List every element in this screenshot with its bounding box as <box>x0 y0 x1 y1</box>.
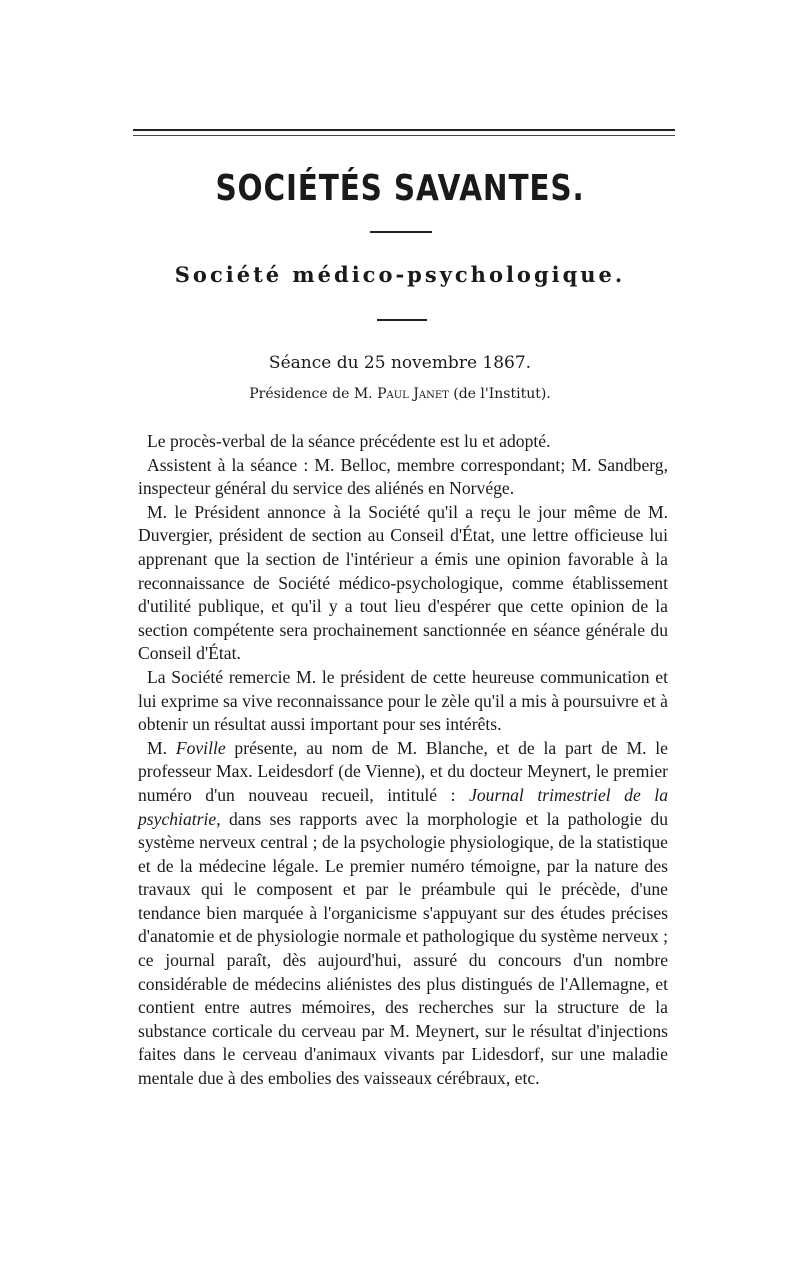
p5-text-1: M. <box>147 737 176 758</box>
section-title: SOCIÉTÉS SAVANTES. <box>215 168 585 209</box>
meeting-date: Séance du 25 novembre 1867. <box>268 353 532 373</box>
meeting-presidency <box>0 386 800 402</box>
paragraph-thanks: La Société remercie M. le président de cette heureuse communication et lui exprime sa vive reconnaissance pour le zèle qu'il a mis à poursuivre et à obtenir un résultat aussi important pour ses intérêts. <box>138 666 668 735</box>
paragraph-minutes: Le procès-verbal de la séance précédente est lu et adopté. <box>147 431 551 451</box>
p5-text-2: présente, au nom de M. Blanche, et de la part de M. le professeur Max. Leidesdorf (de Vienne), et du docteur Meynert, le premier numéro d'un nouveau recueil, intitulé : <box>138 737 668 805</box>
title-divider <box>370 231 432 233</box>
paragraph-announcement: M. le Président annonce à la Société qu'il a reçu le jour même de M. Duvergier, président de section au Conseil d'État, une lettre officieuse lui apprenant que la section de l'intérieur a émis une opinion favorable à la reconnaissance de Société médico-psychologique, comme établissement d'utilité publique, et qu'il y a tout lieu d'espérer que cette opinion de la section compétente sera prochainement sanctionnée en séance générale du Conseil d'État. <box>138 501 668 664</box>
society-title: Société médico-psychologique. <box>174 262 626 287</box>
president-name: Paul Janet <box>377 386 449 402</box>
journal-title: Journal trimestriel de la psychiatrie <box>138 784 668 829</box>
paragraph-journal <box>138 737 668 1091</box>
top-rule-thin <box>133 135 675 136</box>
top-rule <box>133 129 675 131</box>
article-body <box>138 430 668 1091</box>
p5-text-3: , dans ses rapports avec la morphologie et la pathologie du système nerveux central ; de la psychologie physiologique, de la statistique et de la médecine légale. Le premier numéro témoigne, par la nature des travaux qui le composent et par le préambule qui le précède, d'une tendance bien marquée à l'organicisme s'appuyant sur des études précises d'anatomie et de physiologie normale et pathologique du système nerveux ; ce journal paraît, dès aujourd'hui, assuré du concours d'un nombre considérable de médecins aliénistes des plus distingués de l'Allemagne, et contient entre autres mémoires, des recherches sur la structure de la substance corticale du cerveau par M. Meynert, sur le résultat d'injections faites dans le cerveau d'animaux vivants par Lidesdorf, sur une maladie mentale due à des embolies des vaisseaux cérébraux, etc. <box>138 808 668 1089</box>
presidency-prefix: Présidence de M. <box>249 386 373 402</box>
foville-name: Foville <box>175 737 226 758</box>
presidency-suffix: (de l'Institut). <box>453 386 551 402</box>
paragraph-attendance: Assistent à la séance : M. Belloc, membre correspondant; M. Sandberg, inspecteur général du service des aliénés en Norvége. <box>138 454 668 499</box>
subtitle-divider <box>377 319 427 321</box>
